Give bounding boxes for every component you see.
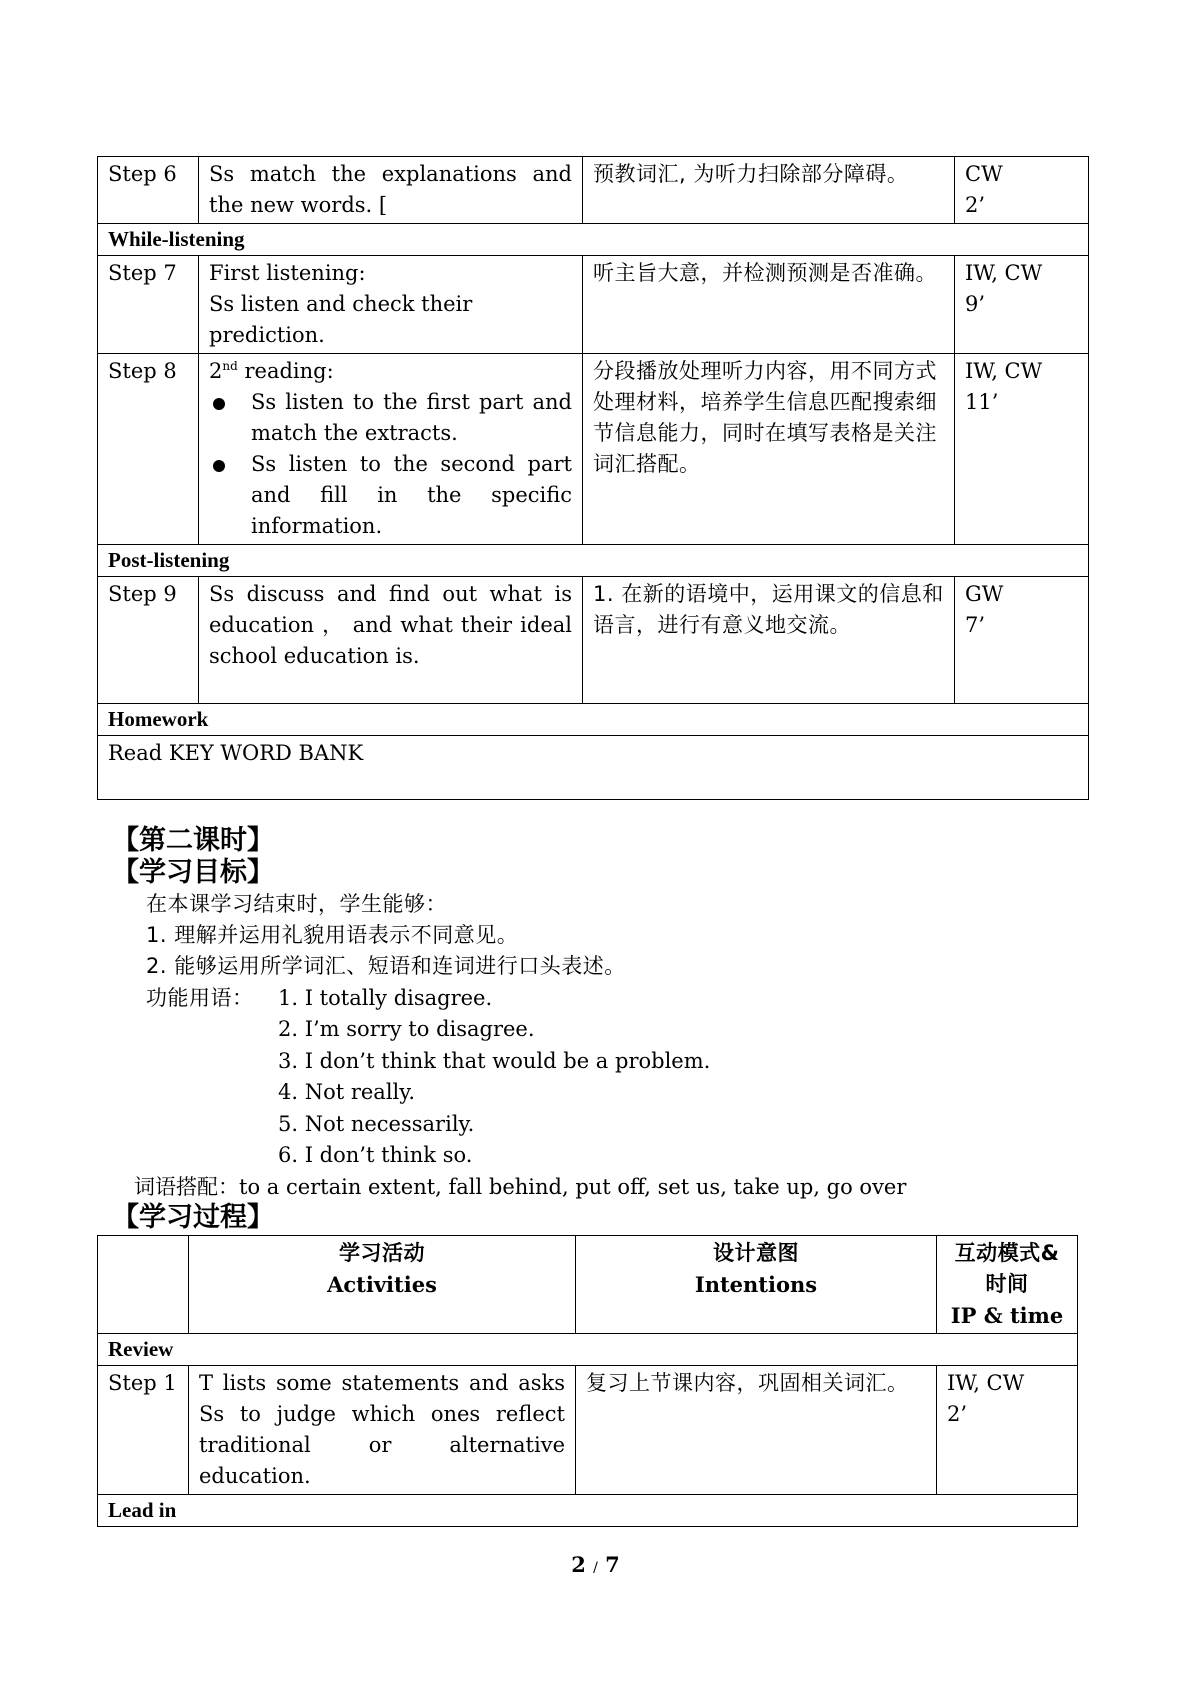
activity-heading-text: reading:	[237, 359, 334, 383]
time-value: 11’	[965, 390, 999, 414]
header-cn: 设计意图	[713, 1241, 799, 1265]
step-label: Step 6	[98, 157, 199, 224]
activity-line: First listening:	[209, 261, 366, 285]
header-en: Intentions	[694, 1272, 818, 1297]
list-item	[209, 449, 572, 542]
step-label: Step 1	[98, 1366, 189, 1495]
objective-item: 2. 能够运用所学词汇、短语和连词进行口头表述。	[146, 954, 626, 978]
table-row	[98, 736, 1089, 800]
page-current: 2	[571, 1552, 586, 1577]
time-value: 9’	[965, 292, 986, 316]
ip-mode: IW, CW	[965, 359, 1043, 383]
activity-cell	[199, 256, 583, 354]
time-value: 2’	[965, 193, 986, 217]
lesson1-procedure-table	[97, 156, 1089, 800]
functional-item: 2. I’m sorry to disagree.	[278, 1017, 535, 1041]
step-label: Step 8	[98, 354, 199, 545]
section-heading: Homework	[98, 704, 1089, 736]
ip-mode: IW, CW	[947, 1371, 1025, 1395]
homework-text: Read KEY WORD BANK	[98, 736, 1089, 800]
activity-cell: Ss match the explanations and the new words. [	[199, 157, 583, 224]
lesson-title: 【第二课时】	[112, 825, 274, 856]
section-row	[98, 1495, 1078, 1527]
intention-cell: 分段播放处理听力内容，用不同方式处理材料，培养学生信息匹配搜索细节信息能力，同时在填写表格是关注词汇搭配。	[583, 354, 955, 545]
table-row	[98, 256, 1089, 354]
bullet-list	[209, 387, 572, 542]
header-en: Activities	[327, 1272, 437, 1297]
functional-label: 功能用语：	[146, 986, 254, 1010]
ip-mode: GW	[965, 582, 1004, 606]
bullet-text: Ss listen to the first part and match the extracts.	[251, 390, 572, 445]
section-heading: Lead in	[98, 1495, 1078, 1527]
header-ip-time	[937, 1236, 1078, 1334]
time-value: 2’	[947, 1402, 968, 1426]
ip-mode: CW	[965, 162, 1003, 186]
ip-mode: IW, CW	[965, 261, 1043, 285]
functional-item: 5. Not necessarily.	[278, 1112, 475, 1136]
collocations-line: 词语搭配：to a certain extent, fall behind, put off, set us, take up, go over	[134, 1175, 907, 1199]
functional-item: 4. Not really.	[278, 1080, 416, 1104]
functional-item: 6. I don’t think so.	[278, 1143, 473, 1167]
table-header-row	[98, 1236, 1078, 1334]
time-value: 7’	[965, 613, 986, 637]
header-en: IP & time	[950, 1303, 1064, 1328]
bullet-text: Ss listen to the second part and fill in the specific information.	[251, 452, 572, 538]
section-row	[98, 224, 1089, 256]
intention-cell: 复习上节课内容，巩固相关词汇。	[576, 1366, 937, 1495]
objectives-title: 【学习目标】	[112, 857, 274, 888]
step-label: Step 9	[98, 577, 199, 704]
header-blank	[98, 1236, 189, 1334]
intention-cell: 1. 在新的语境中，运用课文的信息和语言，进行有意义地交流。	[583, 577, 955, 704]
ip-time-cell	[937, 1366, 1078, 1495]
page-separator: /	[593, 1560, 598, 1576]
activity-line: Ss listen and check their prediction.	[209, 292, 473, 347]
table-row	[98, 577, 1089, 704]
functional-item: 3. I don’t think that would be a problem.	[278, 1049, 711, 1073]
table-row	[98, 354, 1089, 545]
header-cn: 学习活动	[339, 1241, 425, 1265]
section-row	[98, 1334, 1078, 1366]
header-activities	[189, 1236, 576, 1334]
list-item	[209, 387, 572, 449]
process-title: 【学习过程】	[112, 1202, 274, 1233]
bullet-icon	[213, 398, 225, 410]
ordinal-number: 2	[209, 359, 223, 383]
section-heading: While-listening	[98, 224, 1089, 256]
objectives-intro: 在本课学习结束时，学生能够：	[146, 892, 447, 916]
page-total: 7	[605, 1552, 620, 1577]
ip-time-cell	[955, 354, 1089, 545]
intention-cell: 预教词汇, 为听力扫除部分障碍。	[583, 157, 955, 224]
page-number	[0, 1552, 1191, 1577]
activity-cell: T lists some statements and asks Ss to judge which ones reflect traditional or alternative education.	[189, 1366, 576, 1495]
table-row	[98, 1366, 1078, 1495]
lesson2-procedure-table	[97, 1235, 1078, 1527]
activity-cell	[199, 354, 583, 545]
section-row	[98, 545, 1089, 577]
activity-heading	[209, 356, 572, 387]
ordinal-suffix: nd	[222, 359, 238, 373]
objective-item: 1. 理解并运用礼貌用语表示不同意见。	[146, 923, 519, 947]
header-cn: 时间	[985, 1272, 1029, 1296]
section-heading: Post-listening	[98, 545, 1089, 577]
ip-time-cell	[955, 256, 1089, 354]
ip-time-cell	[955, 577, 1089, 704]
ip-time-cell	[955, 157, 1089, 224]
intention-cell: 听主旨大意，并检测预测是否准确。	[583, 256, 955, 354]
activity-cell: Ss discuss and find out what is education ， and what their ideal school education is.	[199, 577, 583, 704]
table-row	[98, 157, 1089, 224]
header-cn: 互动模式&	[954, 1241, 1060, 1265]
step-label: Step 7	[98, 256, 199, 354]
section-heading: Review	[98, 1334, 1078, 1366]
header-intentions	[576, 1236, 937, 1334]
functional-item: 1. I totally disagree.	[278, 986, 493, 1010]
section-row	[98, 704, 1089, 736]
bullet-icon	[213, 460, 225, 472]
